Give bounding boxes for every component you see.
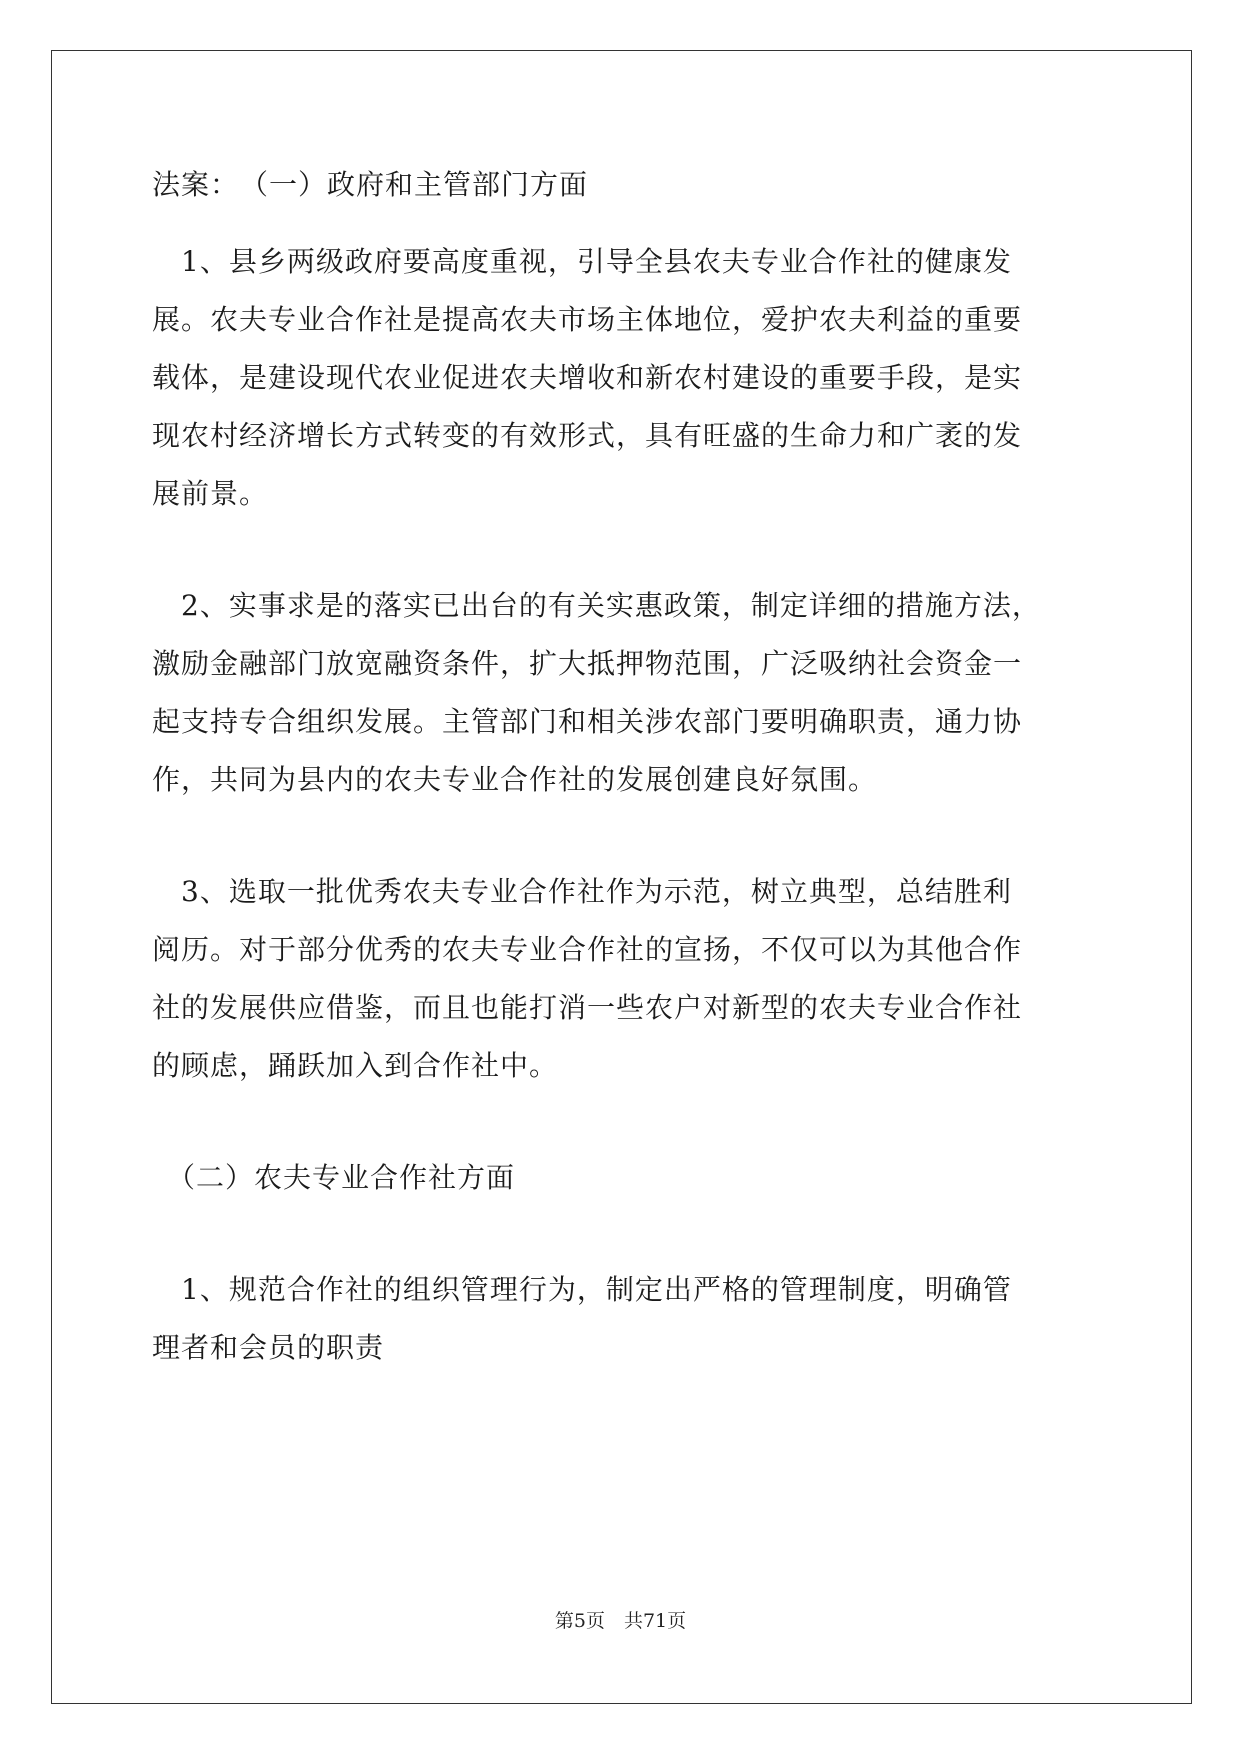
paragraph-line: 现农村经济增长方式转变的有效形式，具有旺盛的生命力和广袤的发 [152, 419, 1023, 452]
paragraph-line: 展前景。 [152, 477, 269, 510]
paragraph-line: 法案： （一）政府和主管部门方面 [152, 168, 589, 201]
paragraph-line: 起支持专合组织发展。主管部门和相关涉农部门要明确职责，通力协 [152, 705, 1023, 738]
paragraph-line: 1、规范合作社的组织管理行为，制定出严格的管理制度，明确管 [152, 1273, 1012, 1306]
paragraph-line: 社的发展供应借鉴，而且也能打消一些农户对新型的农夫专业合作社 [152, 991, 1023, 1024]
paragraph-line: 的顾虑，踊跃加入到合作社中。 [152, 1049, 559, 1082]
paragraph-line: 载体，是建设现代农业促进农夫增收和新农村建设的重要手段，是实 [152, 361, 1023, 394]
paragraph-line: 激励金融部门放宽融资条件，扩大抵押物范围，广泛吸纳社会资金一 [152, 647, 1023, 680]
paragraph-line: 1、县乡两级政府要高度重视，引导全县农夫专业合作社的健康发 [152, 245, 1012, 278]
paragraph-line: 3、选取一批优秀农夫专业合作社作为示范，树立典型，总结胜利 [152, 875, 1012, 908]
paragraph-line: 理者和会员的职责 [152, 1331, 385, 1364]
page-number-footer: 第5页 共71页 [554, 1610, 687, 1632]
paragraph-line: 阅历。对于部分优秀的农夫专业合作社的宣扬，不仅可以为其他合作 [152, 933, 1023, 966]
paragraph-line: 2、实事求是的落实已出台的有关实惠政策，制定详细的措施方法， [152, 589, 1041, 622]
paragraph-line: 展。农夫专业合作社是提高农夫市场主体地位，爱护农夫利益的重要 [152, 303, 1023, 336]
paragraph-line: 作，共同为县内的农夫专业合作社的发展创建良好氛围。 [152, 763, 878, 796]
section-heading: （二）农夫专业合作社方面 [152, 1161, 516, 1194]
